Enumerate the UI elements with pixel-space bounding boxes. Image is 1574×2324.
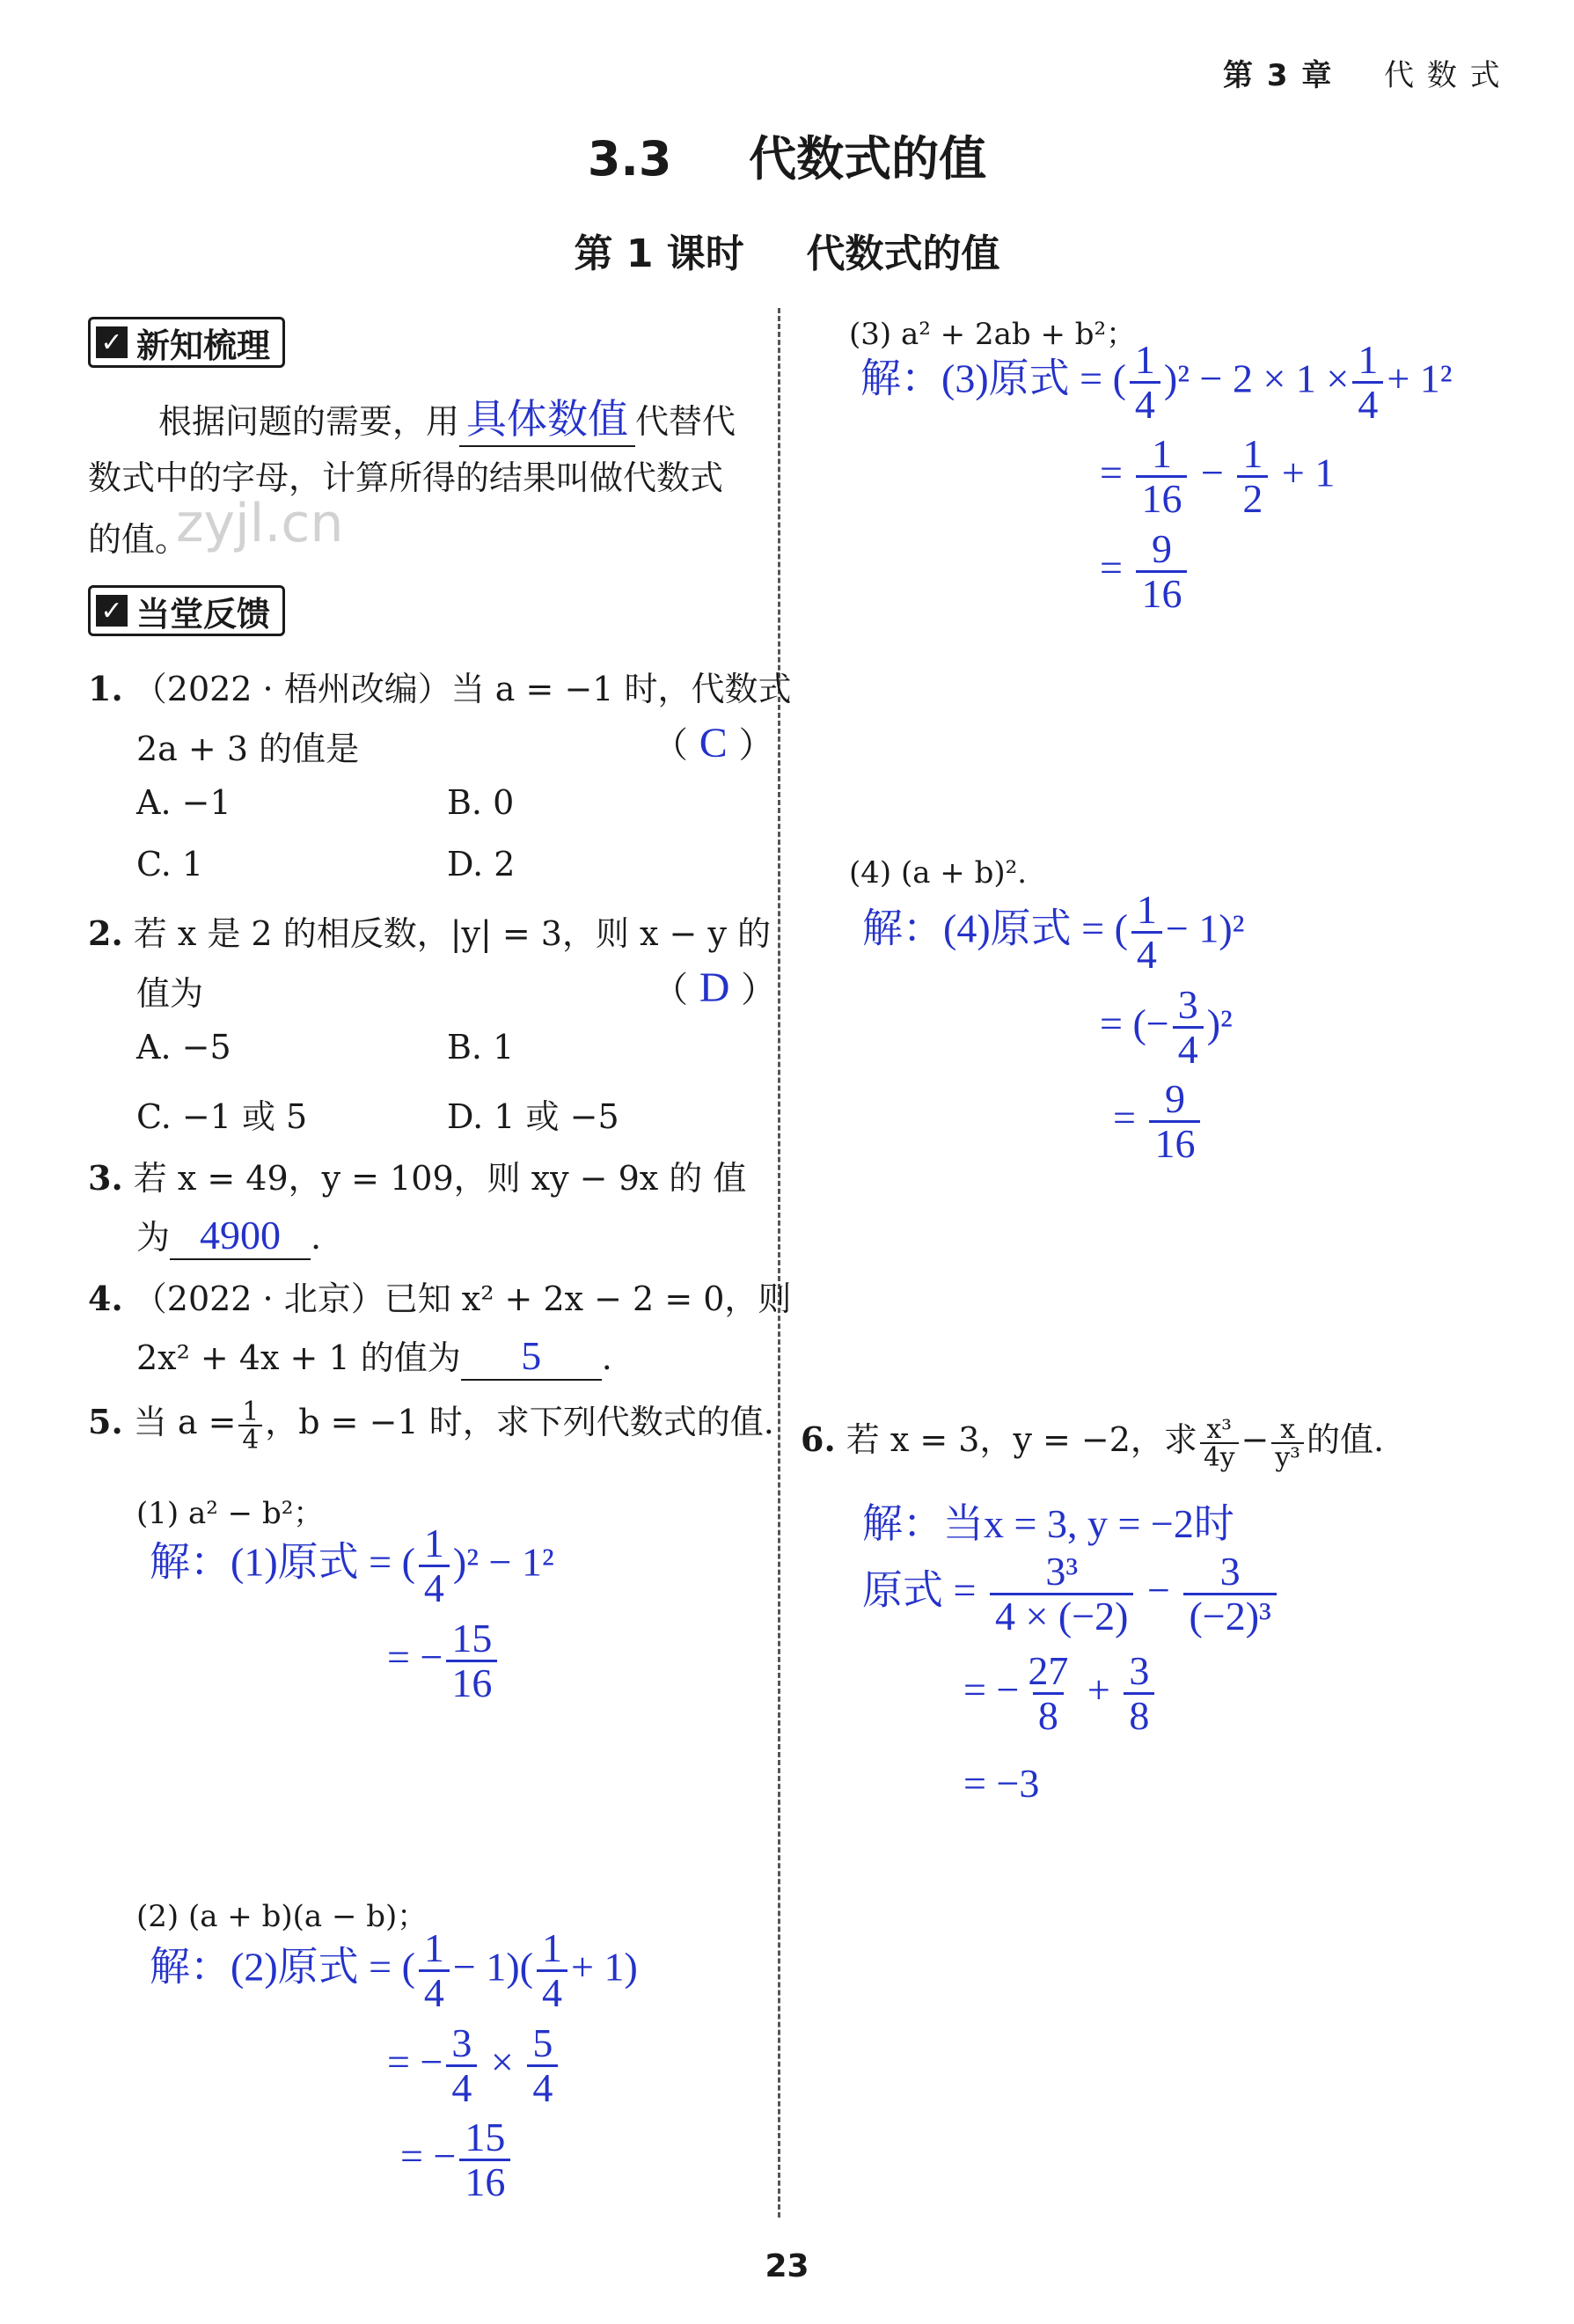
section-number: 3.3 [587, 131, 672, 187]
checkbox-icon: ✓ [96, 326, 128, 358]
knowledge-fill: 具体数值 [459, 387, 635, 447]
q1-option-c: C. 1 [136, 845, 204, 883]
q1-option-b: B. 0 [447, 783, 515, 822]
lesson-name: 代数式的值 [806, 231, 1000, 276]
q5-part-2: (2) (a + b)(a − b)； [136, 1899, 428, 1934]
solution-6-line-1: 解：当x = 3, y = −2时 [862, 1501, 1234, 1546]
chapter-number: 第 3 章 [1223, 58, 1334, 93]
chapter-title: 代 数 式 [1384, 58, 1502, 93]
q4-answer: 5 [461, 1332, 602, 1381]
solution-3-line-3: = $\frac{9}{16}$ [1100, 528, 1190, 616]
q4-line-a: 4. （2022 · 北京）已知 x² + 2x − 2 = 0，则 [88, 1279, 792, 1318]
q5-stem: 5. 当 a = $\frac{1}{4}$ ，b = −1 时，求下列代数式的值. [88, 1395, 774, 1455]
q1-answer: C [699, 720, 728, 766]
solution-6-line-4: = −3 [963, 1761, 1040, 1806]
solution-4-line-2: = (− $\frac{3}{4}$ )² [1100, 982, 1233, 1073]
q1-answer-bracket: （ C ） [653, 720, 774, 766]
q5-a-fraction: $\frac{1}{4}$ [238, 1398, 262, 1452]
q2-line-b: 值为 [136, 974, 204, 1013]
solution-3-line-2: = $\frac{1}{16}$ − $\frac{1}{2}$ + 1 [1100, 431, 1336, 522]
q2-option-b: B. 1 [447, 1028, 515, 1067]
solution-6-line-3: = − $\frac{27}{8}$ + $\frac{3}{8}$ [963, 1650, 1158, 1738]
q4-line-b: 2x² + 4x + 1 的值为 5 . [136, 1331, 612, 1381]
column-divider [778, 308, 780, 2218]
solution-1-line-2: = − $\frac{15}{16}$ [387, 1617, 501, 1705]
solution-2-line-1: 解：(2)原式 = ( $\frac{1}{4}$ − 1)( $\frac{1}{4}$ + 1) [150, 1925, 638, 2016]
q3-answer: 4900 [170, 1212, 311, 1260]
solution-6-line-2: 原式 = $\frac{\text{3³}}{4 \times (-2)}$ − $\frac{3}{\text{(−2)³}}$ [862, 1551, 1280, 1639]
q5-part-4: (4) (a + b)². [849, 855, 1028, 891]
solution-3-line-1: 解：(3)原式 = ( $\frac{1}{4}$ )² − 2 × 1 × $\frac{1}{4}$ + 1² [860, 337, 1453, 428]
knowledge-line-2: 数式中的字母，计算所得的结果叫做代数式 [88, 458, 724, 497]
q1-option-d: D. 2 [447, 845, 516, 883]
section-name: 代数式的值 [749, 131, 987, 187]
lesson-number: 第 1 课时 [574, 231, 744, 276]
q2-option-c: C. −1 或 5 [136, 1097, 308, 1136]
q2-line-a: 2. 若 x 是 2 的相反数，|y| = 3，则 x − y 的 [88, 913, 771, 953]
q1-line-b: 2a + 3 的值是 [136, 729, 360, 768]
section-feedback: ✓ 当堂反馈 [88, 585, 285, 636]
solution-4-line-1: 解：(4)原式 = ( $\frac{1}{4}$ − 1)² [862, 887, 1245, 978]
solution-1-line-1: 解：(1)原式 = ( $\frac{1}{4}$ )² − 1² [150, 1521, 554, 1611]
solution-4-line-3: = $\frac{9}{16}$ [1113, 1078, 1204, 1166]
q1-line-a: 1. （2022 · 梧州改编）当 a = −1 时，代数式 [88, 669, 792, 708]
page-number: 23 [765, 2248, 809, 2284]
q6-stem: 6. 若 x = 3，y = −2，求 $\frac{\text{x³}}{4y}$ − $\frac{x}{\text{y³}}$ 的值. [801, 1412, 1385, 1472]
q2-option-d: D. 1 或 −5 [447, 1097, 619, 1136]
section-new-knowledge: ✓ 新知梳理 [88, 317, 285, 368]
knowledge-line-3: 的值。 [88, 520, 189, 559]
chapter-header [1223, 51, 1502, 94]
q2-option-a: A. −5 [136, 1028, 231, 1067]
knowledge-line-1: 根据问题的需要，用 具体数值 代替代 [158, 387, 736, 447]
q3-line-a: 3. 若 x = 49，y = 109，则 xy − 9x 的 值 [88, 1158, 747, 1198]
q2-answer-bracket: （ D ） [653, 964, 777, 1011]
checkbox-icon: ✓ [96, 595, 128, 627]
watermark: zyjl.cn [176, 493, 344, 554]
q5-part-3: (3) a² + 2ab + b²； [849, 317, 1137, 352]
q3-line-b: 为 4900 . [136, 1210, 321, 1260]
solution-2-line-2: = − $\frac{3}{4}$ × $\frac{5}{4}$ [387, 2022, 561, 2110]
q2-answer: D [699, 964, 730, 1011]
q5-part-1: (1) a² − b²； [136, 1496, 324, 1531]
solution-2-line-3: = − $\frac{15}{16}$ [400, 2116, 514, 2204]
lesson-title [0, 222, 1574, 278]
section-title [0, 121, 1574, 189]
q1-option-a: A. −1 [136, 783, 231, 822]
